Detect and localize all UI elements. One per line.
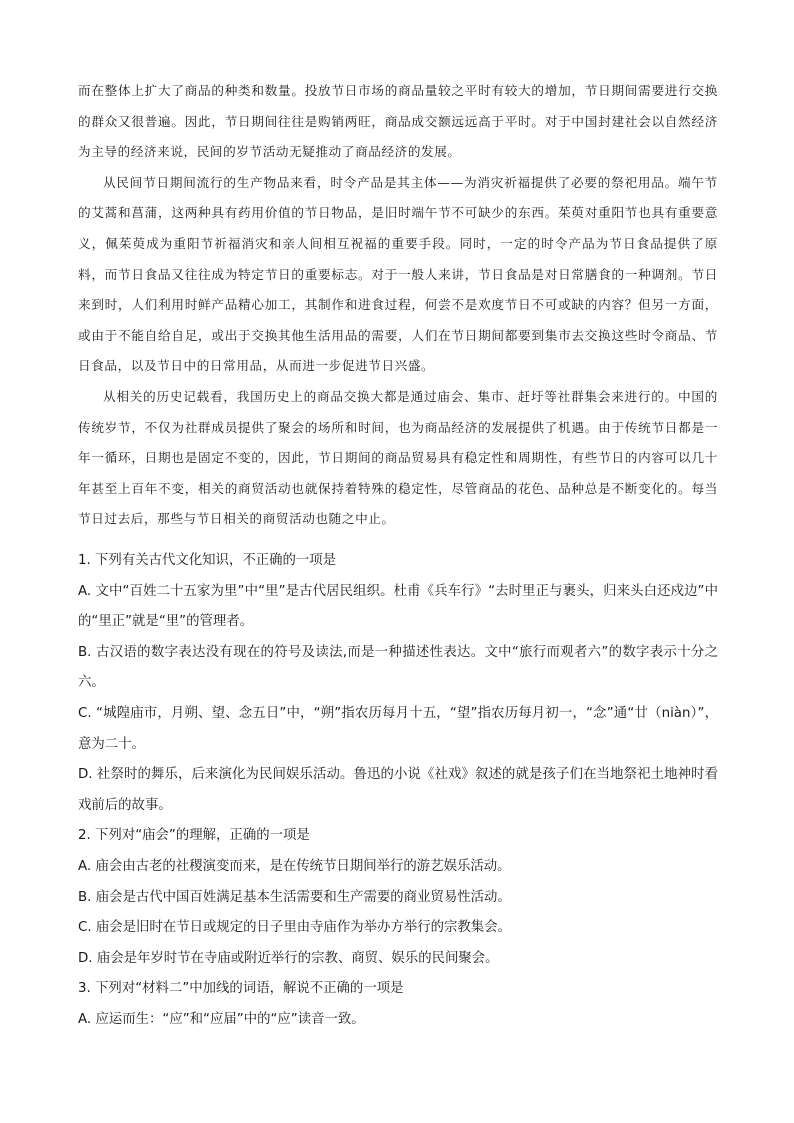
option-d: D. 社祭时的舞乐，后来演化为民间娱乐活动。鲁迅的小说《社戏》叙述的就是孩子们在当地祭祀土地神时看戏前后的故事。 bbox=[78, 767, 718, 813]
question-stem: 3. 下列对“材料二”中加线的词语，解说不正确的一项是 bbox=[78, 981, 404, 997]
question-1 bbox=[78, 546, 718, 821]
passage-paragraph: 从民间节日期间流行的生产物品来看，时令产品是其主体——为消灾祈福提供了必要的祭祀用品。端午节的艾蒿和菖蒲，这两种具有药用价值的节日物品，是旧时端午节不可缺少的东西。茱萸对重阳节也具有重要意义，佩茱萸成为重阳节祈福消灾和亲人间相互祝福的重要手段。同时，一定的时令产品为节日食品提供了原料，而节日食品又往往成为特定节日的重要标志。对于一般人来讲，节日食品是对日常膳食的一种调剂。节日来到时，人们利用时鲜产品精心加工，其制作和进食过程，何尝不是欢度节日不可或缺的内容？但另一方面，或由于不能自给自足，或出于交换其他生活用品的需要，人们在节日期间都要到集市去交换这些时令商品、节日食品，以及节日中的日常用品，从而进一步促进节日兴盛。 bbox=[78, 174, 718, 374]
question-2 bbox=[78, 821, 718, 974]
question-list bbox=[78, 546, 718, 1036]
option-b: B. 庙会是古代中国百姓满足基本生活需要和生产需要的商业贸易性活动。 bbox=[78, 889, 511, 905]
option-c: C. “城隍庙市，月朔、望、念五日”中，“朔”指农历每月十五，“望”指农历每月初一，“念”通“廿（niàn）”，意为二十。 bbox=[78, 705, 718, 752]
option-c: C. 庙会是旧时在节日或规定的日子里由寺庙作为举办方举行的宗教集会。 bbox=[78, 920, 511, 936]
option-a: A. 应运而生：“应”和“应届”中的“应”读音一致。 bbox=[78, 1011, 365, 1027]
option-a: A. 庙会由古老的社稷演变而来，是在传统节日期间举行的游艺娱乐活动。 bbox=[78, 858, 511, 874]
reading-passage bbox=[78, 76, 718, 535]
option-d: D. 庙会是年岁时节在寺庙或附近举行的宗教、商贸、娱乐的民间聚会。 bbox=[78, 950, 499, 966]
passage-paragraph: 而在整体上扩大了商品的种类和数量。投放节日市场的商品量较之平时有较大的增加，节日期间需要进行交换的群众又很普遍。因此，节日期间往往是购销两旺，商品成交额远远高于平时。对于中国封建社会以自然经济为主导的经济来说，民间的岁节活动无疑推动了商品经济的发展。 bbox=[78, 83, 718, 160]
question-3 bbox=[78, 974, 718, 1035]
question-stem: 1. 下列有关古代文化知识，不正确的一项是 bbox=[78, 553, 337, 568]
option-a: A. 文中“百姓二十五家为里”中“里”是古代居民组织。杜甫《兵车行》“去时里正与裹头，归来头白还戍边”中的“里正”就是“里”的管理者。 bbox=[78, 583, 718, 630]
option-b: B. 古汉语的数字表达没有现在的符号及读法,而是一种描述性表达。文中“旅行而观者六”的数字表示十分之六。 bbox=[78, 644, 718, 691]
passage-paragraph: 从相关的历史记载看，我国历史上的商品交换大都是通过庙会、集市、赶圩等社群集会来进行的。中国的传统岁节，不仅为社群成员提供了聚会的场所和时间，也为商品经济的发展提供了机遇。由于传统节日都是一年一循环，日期也是固定不变的，因此，节日期间的商品贸易具有稳定性和周期性，有些节日的内容可以几十年甚至上百年不变，相关的商贸活动也就保持着特殊的稳定性，尽管商品的花色、品种总是不断变化的。每当节日过去后，那些与节日相关的商贸活动也随之中止。 bbox=[78, 388, 718, 527]
question-stem: 2. 下列对“庙会”的理解，正确的一项是 bbox=[78, 828, 310, 844]
